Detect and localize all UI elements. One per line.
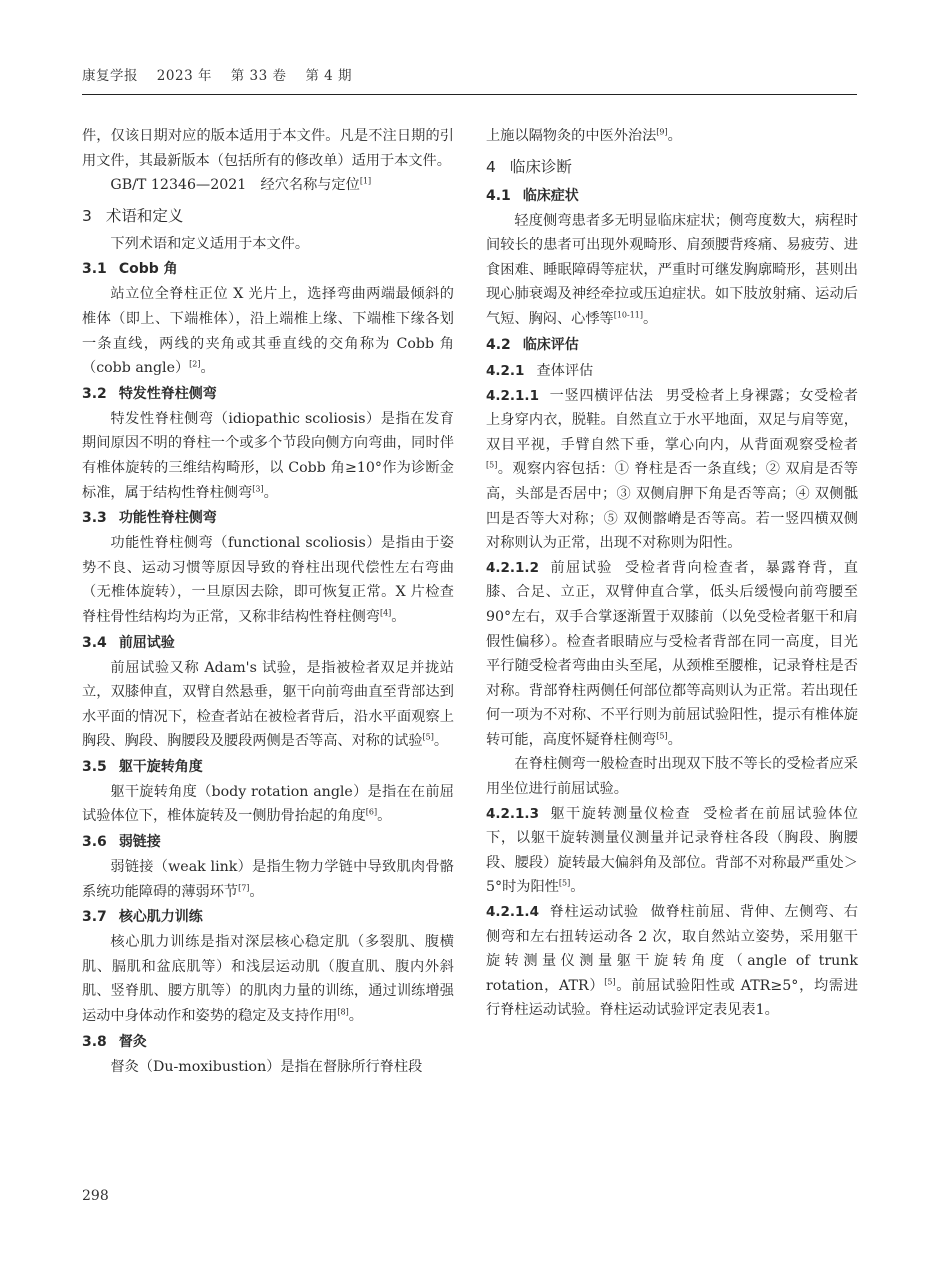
subsection-heading: 3.7 核心肌力训练 — [82, 909, 203, 926]
subsection-heading: 3.2 特发性脊柱侧弯 — [82, 385, 217, 402]
subsection-heading: 3.1 Cobb 角 — [82, 261, 178, 278]
paragraph: 件，仅该日期对应的版本适用于本文件。凡是不注日期的引用文件，其最新版本（包括所有的修改单）适用于本文件。 — [82, 128, 454, 169]
paragraph: 督灸（Du-moxibustion）是指在督脉所行脊柱段 — [110, 1058, 423, 1075]
citation: [3] — [252, 483, 264, 493]
citation: [1] — [359, 176, 372, 186]
paragraph-standard: GB/T 12346—2021 经穴名称与定位[1] — [110, 176, 372, 194]
subsection-heading: 3.3 功能性脊柱侧弯 — [82, 510, 217, 527]
citation: [6] — [365, 807, 378, 817]
paragraph: 站立位全脊柱正位 X 光片上，选择弯曲两端最倾斜的椎体（即上、下端椎体），沿上端椎上缘、下端椎下缘各划一条直线，两线的夹角或其垂直线的交角称为 Cobb 角（cobb angle）[2]。 — [82, 286, 454, 377]
citation: [9] — [656, 127, 668, 137]
paragraph: 上施以隔物灸的中医外治法[9]。 — [486, 127, 682, 144]
citation: [5] — [558, 878, 571, 888]
paragraph: 在脊柱侧弯一般检查时出现双下肢不等长的受检者应采用坐位进行前屈试验。 — [486, 756, 858, 798]
paragraph: 弱链接（weak link）是指生物力学链中导致肌肉骨骼系统功能障碍的薄弱环节[7]。 — [82, 859, 454, 900]
paragraph: 下列术语和定义适用于本文件。 — [110, 235, 310, 252]
section-heading: 4 临床诊断 — [486, 157, 572, 176]
subsubsection-heading: 4.2.1 查体评估 — [486, 362, 594, 379]
paragraph: 轻度侧弯患者多无明显临床症状；侧弯度数大，病程时间较长的患者可出现外观畸形、肩颈腰背疼痛、易疲劳、进食困难、睡眠障碍等症状，严重时可继发胸廓畸形，甚则出现心肺衰竭及神经牵拉或压迫症状。如下肢放射痛、运动后气短、胸闷、心悸等[10-11]。 — [486, 212, 858, 327]
subsection-heading: 3.6 弱链接 — [82, 834, 161, 851]
paragraph: 4.2.1.2 前屈试验 受检者背向检查者，暴露脊背，直膝、合足、立正，双臂伸直合掌，低头后缓慢向前弯腰至 90°左右，双手合掌逐渐置于双膝前（以免受检者躯干和肩假性偏移）。检查者眼睛应与受检者背部在同一高度，目光平行随受检者弯曲由头至尾，从颈椎至腰椎，记录脊柱是否对称。背部脊柱两侧任何部位都等高则认为正常。若出现任何一项为不对称、不平行则为前屈试验阳性，提示有椎体旋转可能，高度怀疑脊柱侧弯[5]。 — [486, 559, 858, 748]
citation: [5] — [422, 732, 434, 742]
paragraph: 4.2.1.3 躯干旋转测量仪检查 受检者在前屈试验体位下，以躯干旋转测量仪测量并记录脊柱各段（胸段、胸腰段、腰段）旋转最大偏斜角及部位。背部不对称最严重处＞5°时为阳性[5]。 — [486, 805, 858, 896]
subsection-heading: 3.5 躯干旋转角度 — [82, 758, 203, 775]
paragraph: 前屈试验又称 Adam's 试验，是指被检者双足并拢站立，双膝伸直，双臂自然悬垂，躯干向前弯曲直至背部达到水平面的情况下，检查者站在被检者背后，沿水平面观察上胸段、胸段、胸腰段及腰段两侧是否等高、对称的试验[5]。 — [82, 659, 454, 750]
journal-issue: 第 4 期 — [305, 68, 352, 84]
section-heading: 3 术语和定义 — [82, 206, 184, 225]
citation: [5] — [656, 731, 668, 741]
running-header — [82, 64, 857, 84]
paragraph: 4.2.1.1 一竖四横评估法 男受检者上身裸露；女受检者上身穿内衣，脱鞋。自然直立于水平地面，双足与肩等宽，双目平视，手臂自然下垂，掌心向内，从背面观察受检者[5]。观察内容包括：① 脊柱是否一条直线；② 双肩是否等高，头部是否居中；③ 双侧肩胛下角是否等高；④ 双侧骶凹是否等大对称；⑤ 双侧髂嵴是否等高。若一竖四横双侧对称则认为正常，出现不对称则为阳性。 — [486, 387, 858, 552]
left-column — [82, 124, 454, 1079]
citation: [5] — [486, 460, 498, 470]
right-column — [486, 124, 858, 1023]
citation: [4] — [379, 608, 392, 618]
subsection-heading: 4.2 临床评估 — [486, 336, 579, 353]
paragraph: 4.2.1.4 脊柱运动试验 做脊柱前屈、背伸、左侧弯、右侧弯和左右扭转运动各 2 次，取自然站立姿势，采用躯干旋转测量仪测量躯干旋转角度（angle of trunk rotation，ATR）[5]。前屈试验阳性或 ATR≥5°，均需进行脊柱运动试验。脊柱运动试验评定表见表1。 — [486, 904, 858, 1019]
journal-name: 康复学报 — [82, 68, 138, 84]
paragraph: 躯干旋转角度（body rotation angle）是指在在前屈试验体位下，椎体旋转及一侧肋骨抬起的角度[6]。 — [82, 783, 454, 825]
subsection-heading: 4.1 临床症状 — [486, 187, 579, 204]
journal-year: 2023 年 — [156, 68, 212, 84]
citation: [10-11] — [613, 310, 644, 320]
citation: [8] — [337, 1007, 349, 1017]
subsection-heading: 3.8 督灸 — [82, 1033, 147, 1050]
paragraph: 核心肌力训练是指对深层核心稳定肌（多裂肌、腹横肌、膈肌和盆底肌等）和浅层运动肌（腹直肌、腹内外斜肌、竖脊肌、腰方肌等）的肌肉力量的训练，通过训练增强运动中身体动作和姿势的稳定及支持作用[8]。 — [82, 934, 454, 1025]
page-number: 298 — [82, 1188, 109, 1204]
paragraph: 功能性脊柱侧弯（functional scoliosis）是指由于姿势不良、运动习惯等原因导致的脊柱出现代偿性左右弯曲（无椎体旋转），一旦原因去除，即可恢复正常。X 片检查脊柱骨性结构均为正常，又称非结构性脊柱侧弯[4]。 — [82, 535, 454, 625]
subsection-heading: 3.4 前屈试验 — [82, 634, 175, 651]
citation: [5] — [604, 977, 616, 987]
citation: [7] — [238, 882, 250, 892]
header-rule — [82, 94, 857, 95]
journal-volume: 第 33 卷 — [230, 68, 287, 84]
paragraph: 特发性脊柱侧弯（idiopathic scoliosis）是指在发育期间原因不明的脊柱一个或多个节段向侧方向弯曲，同时伴有椎体旋转的三维结构畸形，以 Cobb 角≥10°作为诊断金标准，属于结构性脊柱侧弯[3]。 — [82, 410, 454, 501]
citation: [2] — [189, 359, 201, 369]
